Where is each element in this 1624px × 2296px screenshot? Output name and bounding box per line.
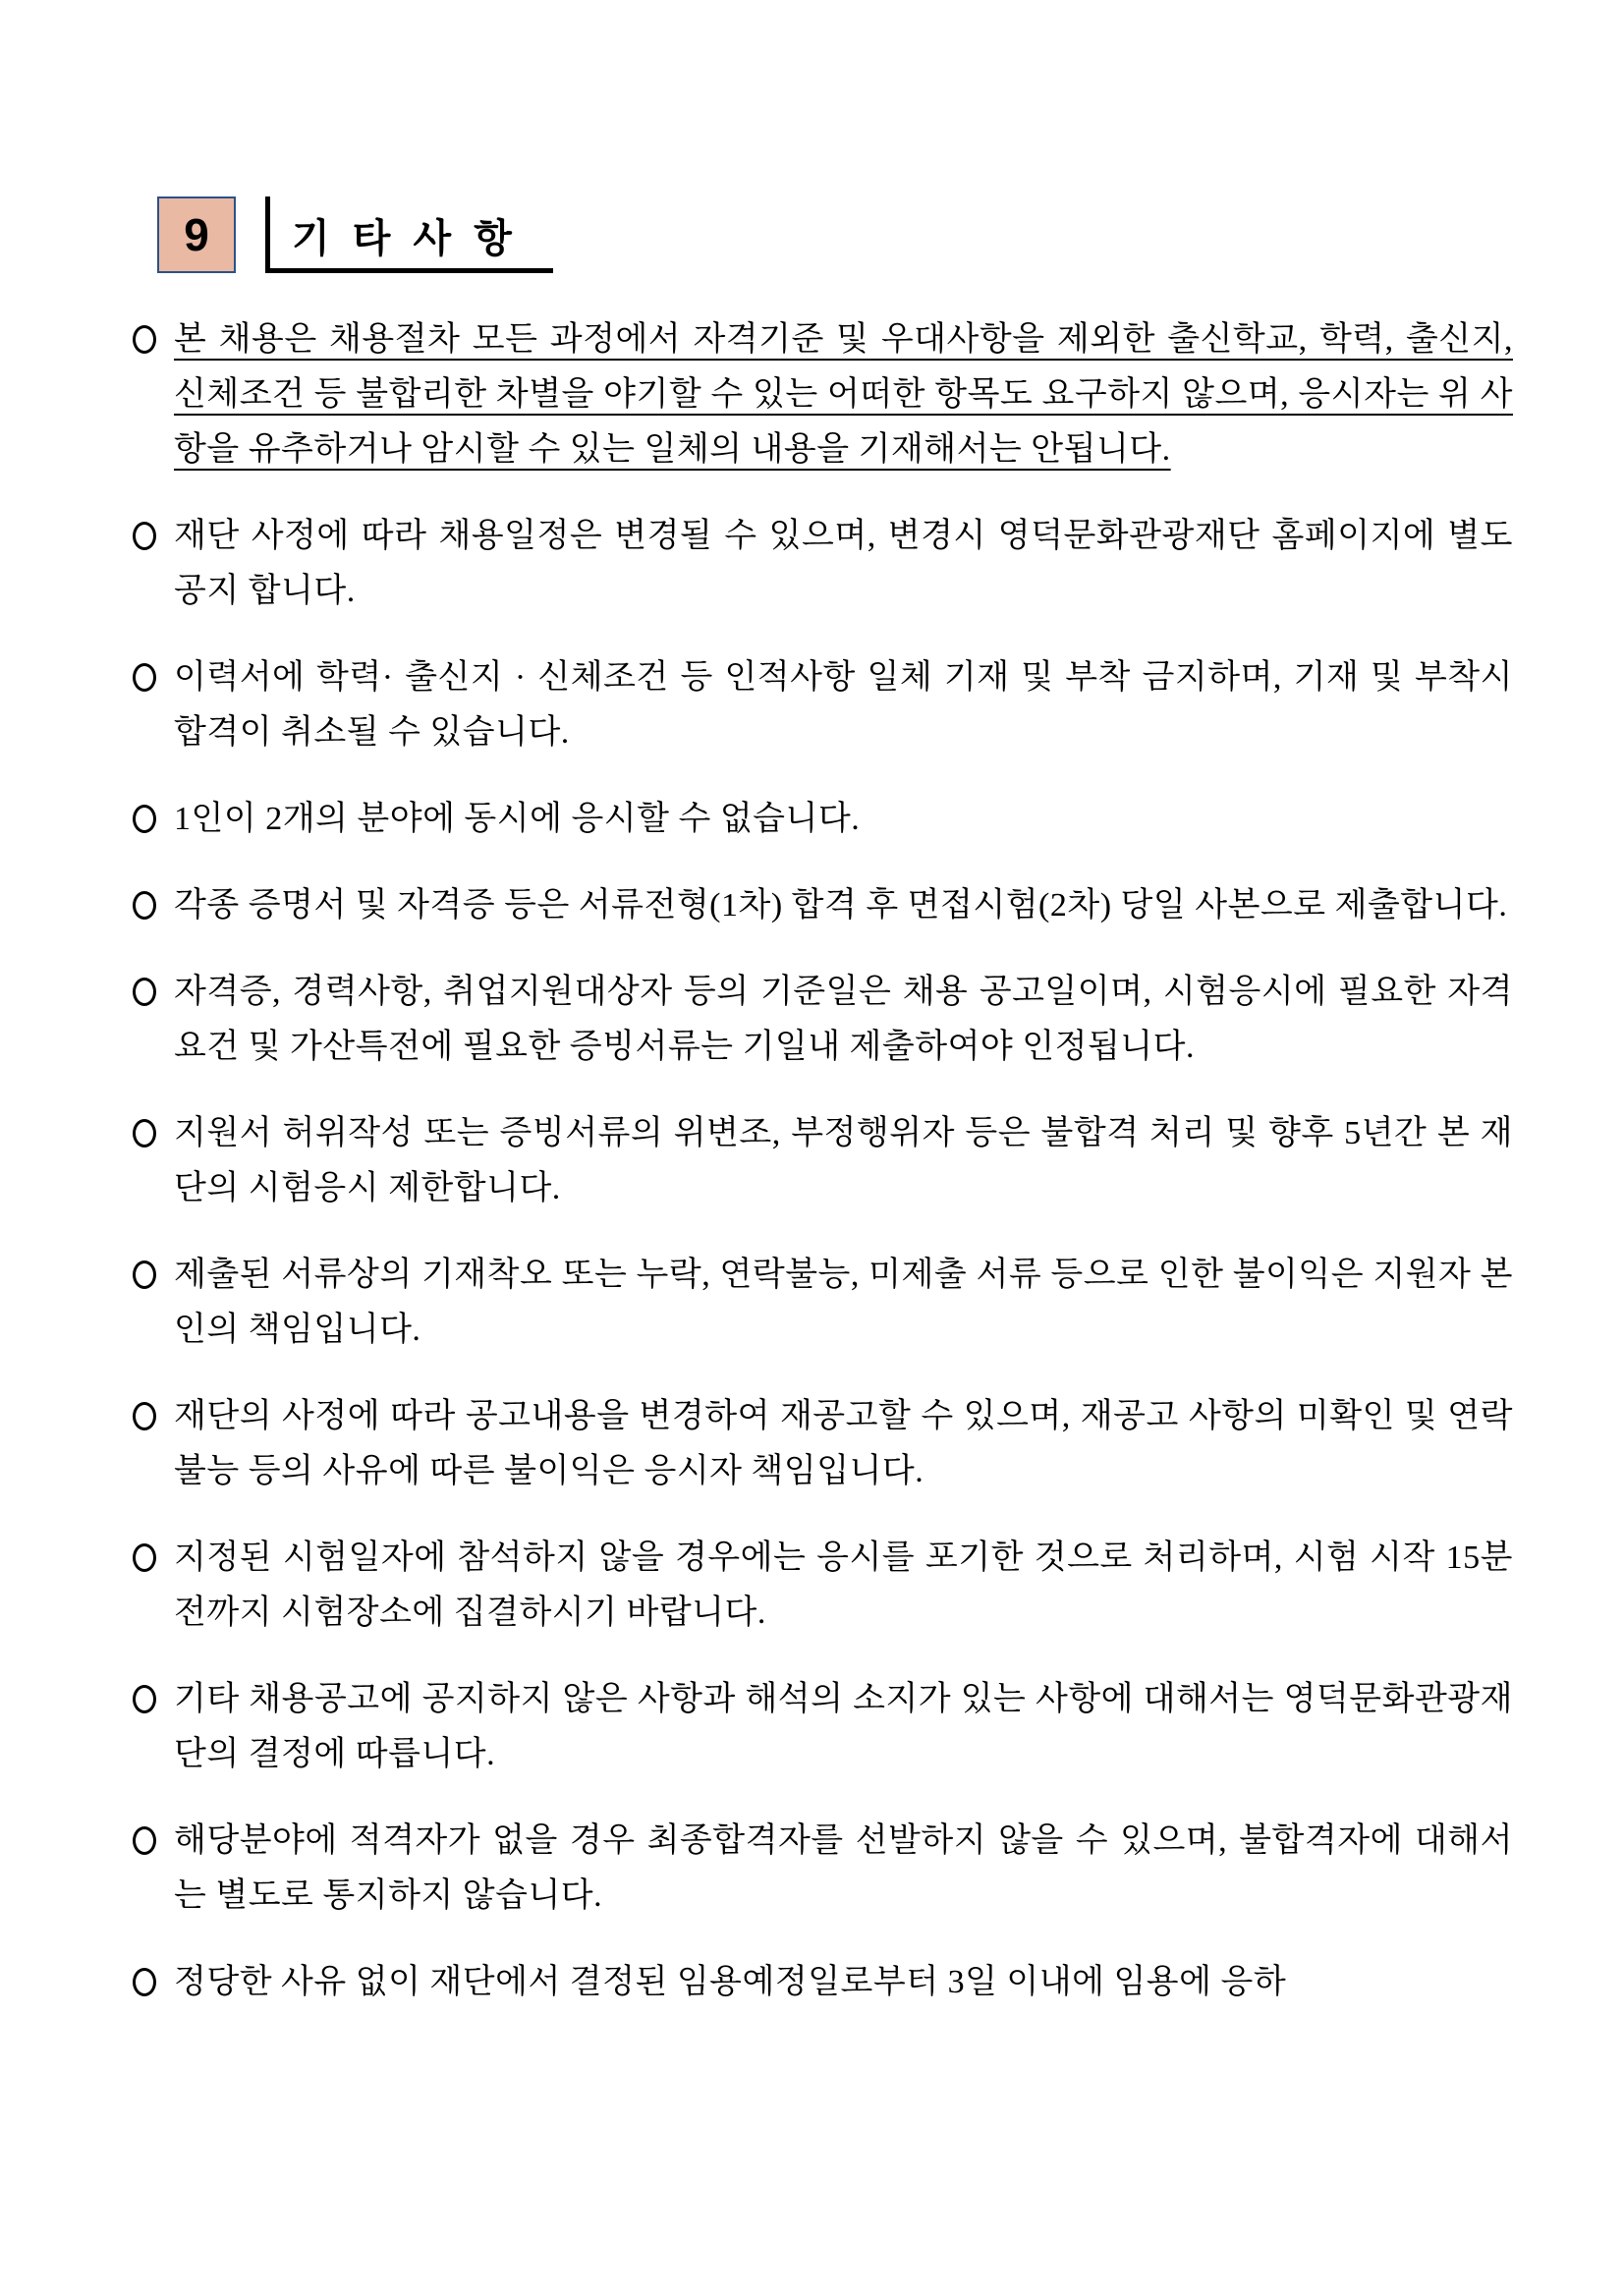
bullet-circle-icon — [133, 663, 156, 692]
bullet-circle-icon — [133, 1260, 156, 1289]
list-item — [133, 792, 1513, 847]
list-item — [133, 1531, 1513, 1641]
section-number-badge — [157, 196, 236, 273]
bullet-circle-icon — [133, 1543, 156, 1572]
section-title: 기 타 사 항 — [292, 217, 518, 260]
list-item — [133, 1955, 1513, 2010]
section-header — [157, 196, 553, 273]
list-item — [133, 650, 1513, 760]
list-item — [133, 1814, 1513, 1924]
bullet-circle-icon — [133, 522, 156, 550]
list-item — [133, 1248, 1513, 1358]
bullet-text: 지정된 시험일자에 참석하지 않을 경우에는 응시를 포기한 것으로 처리하며, 시험 시작 15분전까지 시험장소에 집결하시기 바랍니다. — [174, 1540, 1513, 1631]
bullet-text: 1인이 2개의 분야에 동시에 응시할 수 없습니다. — [174, 801, 861, 837]
bullet-text: 기타 채용공고에 공지하지 않은 사항과 해석의 소지가 있는 사항에 대해서는 영덕문화관광재단의 결정에 따릅니다. — [174, 1681, 1513, 1772]
section-title-box — [265, 196, 553, 273]
bullet-circle-icon — [133, 978, 156, 1006]
bullet-text: 정당한 사유 없이 재단에서 결정된 임용예정일로부터 3일 이내에 임용에 응하 — [174, 1964, 1287, 2000]
section-number: 9 — [184, 209, 209, 260]
bullet-circle-icon — [133, 1119, 156, 1148]
bullet-text: 본 채용은 채용절차 모든 과정에서 자격기준 및 우대사항을 제외한 출신학교, 학력, 출신지, 신체조건 등 불합리한 차별을 야기할 수 있는 어떠한 항목도 요구하지 않으며, 응시자는 위 사항을 유추하거나 암시할 수 있는 일체의 내용을 기재해서는 안됩니다. — [174, 321, 1513, 468]
bullet-circle-icon — [133, 1826, 156, 1855]
bullet-circle-icon — [133, 1685, 156, 1713]
bullet-circle-icon — [133, 1968, 156, 1996]
list-item — [133, 965, 1513, 1075]
list-item — [133, 1106, 1513, 1216]
bullet-text: 각종 증명서 및 자격증 등은 서류전형(1차) 합격 후 면접시험(2차) 당일 사본으로 제출합니다. — [174, 887, 1508, 924]
list-item — [133, 312, 1513, 477]
bullet-list — [133, 312, 1513, 2042]
bullet-text: 자격증, 경력사항, 취업지원대상자 등의 기준일은 채용 공고일이며, 시험응시에 필요한 자격요건 및 가산특전에 필요한 증빙서류는 기일내 제출하여야 인정됩니다. — [174, 974, 1513, 1065]
bullet-circle-icon — [133, 325, 156, 354]
bullet-circle-icon — [133, 1402, 156, 1430]
list-item — [133, 878, 1513, 933]
bullet-circle-icon — [133, 891, 156, 920]
list-item — [133, 509, 1513, 619]
bullet-text: 재단의 사정에 따라 공고내용을 변경하여 재공고할 수 있으며, 재공고 사항의 미확인 및 연락 불능 등의 사유에 따른 불이익은 응시자 책임입니다. — [174, 1398, 1513, 1489]
bullet-text: 재단 사정에 따라 채용일정은 변경될 수 있으며, 변경시 영덕문화관광재단 홈페이지에 별도 공지 합니다. — [174, 518, 1513, 609]
bullet-circle-icon — [133, 805, 156, 833]
bullet-text: 이력서에 학력· 출신지 · 신체조건 등 인적사항 일체 기재 및 부착 금지하며, 기재 및 부착시 합격이 취소될 수 있습니다. — [174, 659, 1513, 751]
list-item — [133, 1672, 1513, 1782]
list-item — [133, 1389, 1513, 1499]
bullet-text: 제출된 서류상의 기재착오 또는 누락, 연락불능, 미제출 서류 등으로 인한 불이익은 지원자 본인의 책임입니다. — [174, 1257, 1513, 1348]
bullet-text: 해당분야에 적격자가 없을 경우 최종합격자를 선발하지 않을 수 있으며, 불합격자에 대해서는 별도로 통지하지 않습니다. — [174, 1822, 1513, 1914]
bullet-text: 지원서 허위작성 또는 증빙서류의 위변조, 부정행위자 등은 불합격 처리 및 향후 5년간 본 재단의 시험응시 제한합니다. — [174, 1115, 1513, 1206]
